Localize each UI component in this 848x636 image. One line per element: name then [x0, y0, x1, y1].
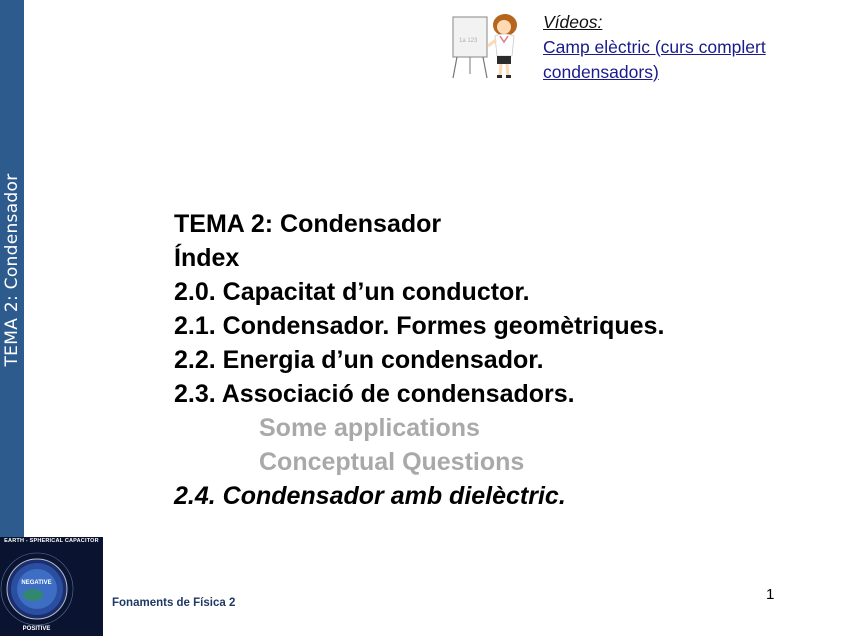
- sidebar-bar: [0, 0, 24, 540]
- topic-title: TEMA 2: Condensador: [174, 210, 442, 238]
- earth-globe-icon: [0, 537, 103, 636]
- video-link[interactable]: [543, 35, 766, 85]
- index-item: 2.3. Associació de condensadors.: [174, 380, 575, 408]
- logo-positive-text: POSITIVE: [22, 626, 51, 632]
- sidebar-title: TEMA 2: Condensador: [2, 173, 22, 367]
- logo-negative-text: NEGATIVE: [21, 580, 52, 586]
- index-subitem: Conceptual Questions: [259, 448, 525, 476]
- whiteboard-text: 1a 123: [459, 38, 478, 44]
- teacher-illustration: [448, 12, 524, 80]
- earth-capacitor-logo: [0, 537, 103, 636]
- index-heading: Índex: [174, 244, 240, 272]
- videos-label: Vídeos:: [543, 12, 603, 32]
- page-number: 1: [766, 586, 775, 603]
- video-link-line-2[interactable]: condensadors): [543, 62, 659, 82]
- footer-text: Fonaments de Física 2: [112, 597, 236, 609]
- index-item: 2.2. Energia d’un condensador.: [174, 346, 544, 374]
- index-subitem: Some applications: [259, 414, 480, 442]
- index-item: 2.0. Capacitat d’un conductor.: [174, 278, 530, 306]
- logo-top-text: EARTH - SPHERICAL CAPACITOR: [4, 538, 99, 544]
- index-content: [174, 207, 664, 513]
- index-item: 2.1. Condensador. Formes geomètriques.: [174, 312, 665, 340]
- whiteboard: [453, 17, 487, 57]
- index-item: 2.4. Condensador amb dielèctric.: [174, 482, 566, 510]
- videos-block: [543, 10, 766, 85]
- video-link-line-1[interactable]: Camp elèctric (curs complert: [543, 37, 766, 57]
